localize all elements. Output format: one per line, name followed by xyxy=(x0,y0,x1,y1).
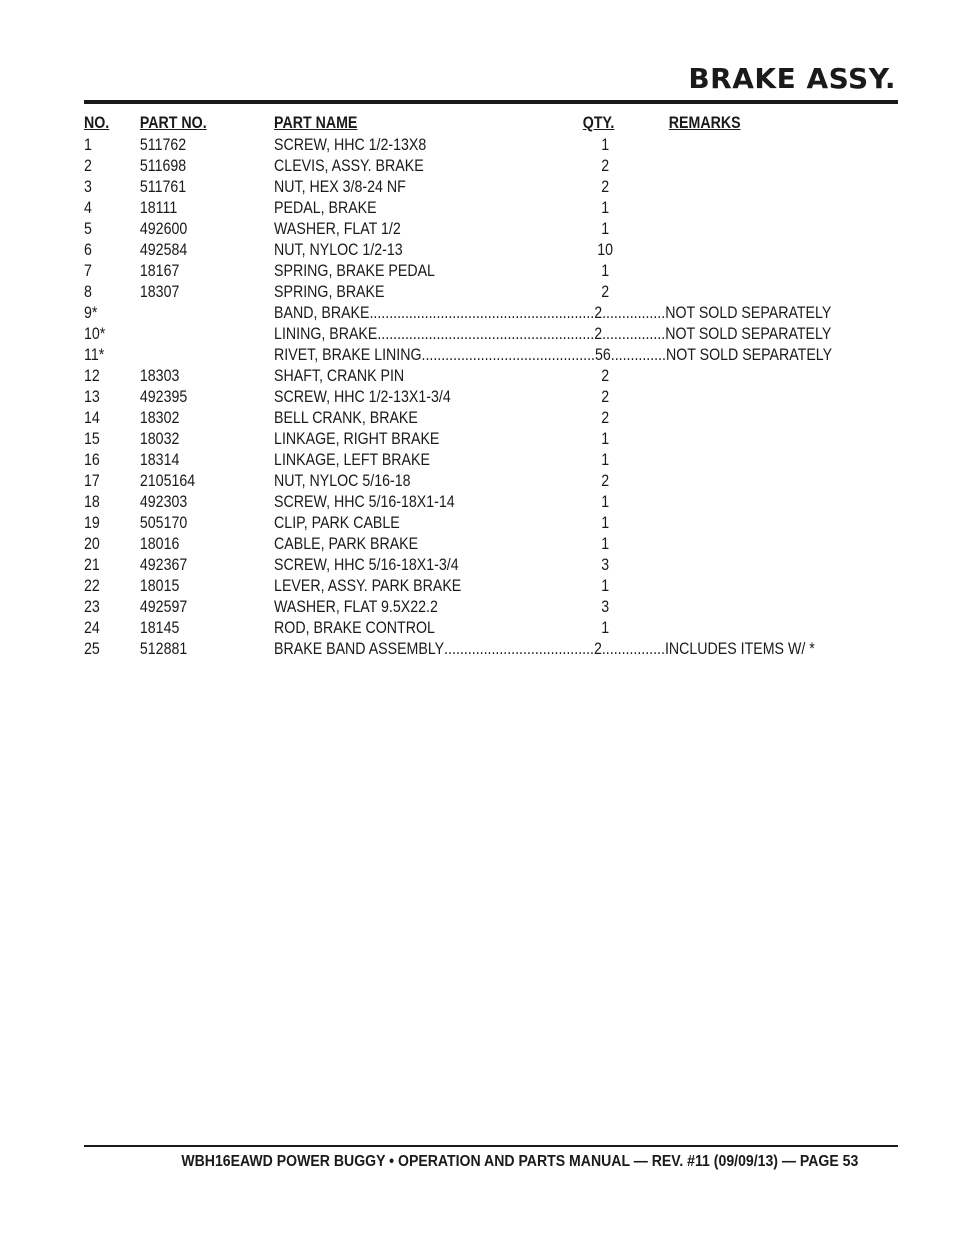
leader-line xyxy=(274,345,934,366)
table-row xyxy=(84,282,898,303)
item-number: 8 xyxy=(84,283,92,301)
quantity: 10 xyxy=(597,241,614,259)
table-row xyxy=(84,198,898,219)
part-number: 505170 xyxy=(139,514,188,532)
quantity: 1 xyxy=(601,535,610,553)
remarks: NOT SOLD SEPARATELY xyxy=(665,346,833,364)
leader-dots: ................ xyxy=(601,640,665,658)
table-row xyxy=(84,597,898,618)
part-name: PEDAL, BRAKE xyxy=(274,199,377,217)
item-number: 12 xyxy=(84,367,100,385)
item-number: 21 xyxy=(84,556,100,574)
table-row xyxy=(84,513,898,534)
part-name: NUT, NYLOC 1/2-13 xyxy=(274,241,403,259)
part-number: 18303 xyxy=(139,367,180,385)
part-number: 18167 xyxy=(139,262,180,280)
part-number: 18145 xyxy=(139,619,180,637)
part-number: 18314 xyxy=(139,451,180,469)
part-number: 492597 xyxy=(139,598,188,616)
part-number: 18015 xyxy=(139,577,180,595)
page-title: BRAKE ASSY. xyxy=(688,62,896,95)
part-name: LINKAGE, LEFT BRAKE xyxy=(274,451,430,469)
quantity: 1 xyxy=(601,514,610,532)
part-name: SPRING, BRAKE xyxy=(274,283,385,301)
table-row xyxy=(84,219,898,240)
leader-dots: ............................................ xyxy=(421,346,596,364)
header-part-no: PART NO. xyxy=(139,114,207,132)
quantity: 3 xyxy=(601,598,610,616)
quantity: 2 xyxy=(601,178,610,196)
quantity: 56 xyxy=(595,346,611,364)
table-row xyxy=(84,387,898,408)
part-name: SCREW, HHC 1/2-13X8 xyxy=(274,136,427,154)
parts-table xyxy=(84,113,898,660)
item-number: 23 xyxy=(84,598,100,616)
leader-dots: .............. xyxy=(610,346,666,364)
table-row xyxy=(84,555,898,576)
table-row xyxy=(84,576,898,597)
part-number: 18111 xyxy=(139,199,178,217)
quantity: 2 xyxy=(601,283,610,301)
table-row xyxy=(84,534,898,555)
header-no: NO. xyxy=(84,114,110,132)
part-number: 18032 xyxy=(139,430,180,448)
remarks: INCLUDES ITEMS W/ * xyxy=(664,640,815,658)
part-name: SCREW, HHC 5/16-18X1-14 xyxy=(274,493,455,511)
leader-line xyxy=(274,639,934,660)
item-number: 10* xyxy=(84,325,106,343)
quantity: 2 xyxy=(601,472,610,490)
table-row xyxy=(84,492,898,513)
leader-dots: ................ xyxy=(602,304,666,322)
part-name: WASHER, FLAT 9.5X22.2 xyxy=(274,598,438,616)
item-number: 25 xyxy=(84,640,100,658)
table-row xyxy=(84,261,898,282)
part-name: LINING, BRAKE xyxy=(274,325,378,343)
quantity: 3 xyxy=(601,556,610,574)
item-number: 13 xyxy=(84,388,100,406)
part-number: 492600 xyxy=(139,220,188,238)
quantity: 2 xyxy=(594,325,603,343)
item-number: 17 xyxy=(84,472,100,490)
table-row xyxy=(84,345,898,366)
item-number: 19 xyxy=(84,514,100,532)
item-number: 7 xyxy=(84,262,92,280)
table-body xyxy=(84,135,898,660)
quantity: 2 xyxy=(601,388,610,406)
table-row xyxy=(84,156,898,177)
part-name: ROD, BRAKE CONTROL xyxy=(274,619,435,637)
part-number: 18016 xyxy=(139,535,180,553)
quantity: 1 xyxy=(601,451,610,469)
part-name: CLIP, PARK CABLE xyxy=(274,514,400,532)
part-name: BAND, BRAKE xyxy=(274,304,370,322)
table-row xyxy=(84,429,898,450)
item-number: 3 xyxy=(84,178,92,196)
table-row xyxy=(84,303,898,324)
item-number: 22 xyxy=(84,577,100,595)
header-part-name: PART NAME xyxy=(274,114,358,132)
quantity: 1 xyxy=(601,262,610,280)
part-name: NUT, NYLOC 5/16-18 xyxy=(274,472,411,490)
item-number: 14 xyxy=(84,409,100,427)
leader-dots: ......................................................... xyxy=(369,304,595,322)
table-row xyxy=(84,177,898,198)
part-name: CLEVIS, ASSY. BRAKE xyxy=(274,157,424,175)
quantity: 1 xyxy=(601,493,610,511)
leader-line xyxy=(274,324,934,345)
item-number: 6 xyxy=(84,241,92,259)
part-number: 2105164 xyxy=(139,472,196,490)
part-number: 511762 xyxy=(139,136,187,154)
part-name: BELL CRANK, BRAKE xyxy=(274,409,418,427)
item-number: 1 xyxy=(84,136,92,154)
leader-line xyxy=(274,303,934,324)
leader-dots: ....................................................... xyxy=(377,325,595,343)
quantity: 1 xyxy=(601,199,610,217)
footer-rule xyxy=(84,1145,898,1147)
table-row xyxy=(84,135,898,156)
quantity: 1 xyxy=(601,619,610,637)
item-number: 15 xyxy=(84,430,100,448)
part-name: WASHER, FLAT 1/2 xyxy=(274,220,401,238)
leader-dots: ...................................... xyxy=(444,640,594,658)
header-qty: QTY. xyxy=(582,114,615,132)
item-number: 4 xyxy=(84,199,92,217)
item-number: 2 xyxy=(84,157,92,175)
quantity: 2 xyxy=(601,367,610,385)
quantity: 1 xyxy=(601,220,610,238)
footer-text: WBH16EAWD POWER BUGGY • OPERATION AND PARTS MANUAL — REV. #11 (09/09/13) — PAGE 53 xyxy=(180,1153,858,1170)
part-number: 492584 xyxy=(139,241,188,259)
item-number: 5 xyxy=(84,220,92,238)
part-name: LEVER, ASSY. PARK BRAKE xyxy=(274,577,462,595)
item-number: 9* xyxy=(84,304,98,322)
quantity: 1 xyxy=(601,136,610,154)
part-number: 492395 xyxy=(139,388,188,406)
quantity: 2 xyxy=(594,304,603,322)
table-row xyxy=(84,471,898,492)
part-number: 511698 xyxy=(139,157,187,175)
table-row xyxy=(84,366,898,387)
quantity: 2 xyxy=(601,157,610,175)
part-number: 492367 xyxy=(139,556,188,574)
item-number: 24 xyxy=(84,619,100,637)
quantity: 2 xyxy=(601,409,610,427)
quantity: 1 xyxy=(601,430,610,448)
table-row xyxy=(84,450,898,471)
item-number: 20 xyxy=(84,535,100,553)
table-row xyxy=(84,408,898,429)
part-name: RIVET, BRAKE LINING xyxy=(274,346,422,364)
part-name: SCREW, HHC 1/2-13X1-3/4 xyxy=(274,388,451,406)
part-number: 492303 xyxy=(139,493,188,511)
page-footer xyxy=(89,1153,858,1171)
part-name: LINKAGE, RIGHT BRAKE xyxy=(274,430,440,448)
table-row xyxy=(84,618,898,639)
table-row xyxy=(84,639,898,660)
part-number: 512881 xyxy=(139,640,188,658)
title-rule xyxy=(84,100,898,104)
part-name: BRAKE BAND ASSEMBLY xyxy=(274,640,445,658)
part-name: SPRING, BRAKE PEDAL xyxy=(274,262,435,280)
item-number: 16 xyxy=(84,451,100,469)
header-remarks: REMARKS xyxy=(668,114,741,132)
part-number: 18307 xyxy=(139,283,180,301)
part-name: NUT, HEX 3/8-24 NF xyxy=(274,178,406,196)
quantity: 1 xyxy=(601,577,610,595)
remarks: NOT SOLD SEPARATELY xyxy=(665,304,832,322)
item-number: 11* xyxy=(84,346,105,364)
remarks: NOT SOLD SEPARATELY xyxy=(665,325,832,343)
part-name: SHAFT, CRANK PIN xyxy=(274,367,405,385)
item-number: 18 xyxy=(84,493,100,511)
table-header-row xyxy=(84,113,898,135)
table-row xyxy=(84,240,898,261)
table-row xyxy=(84,324,898,345)
quantity: 2 xyxy=(593,640,602,658)
part-name: CABLE, PARK BRAKE xyxy=(274,535,419,553)
part-number: 18302 xyxy=(139,409,180,427)
part-name: SCREW, HHC 5/16-18X1-3/4 xyxy=(274,556,459,574)
part-number: 511761 xyxy=(139,178,187,196)
leader-dots: ................ xyxy=(602,325,666,343)
